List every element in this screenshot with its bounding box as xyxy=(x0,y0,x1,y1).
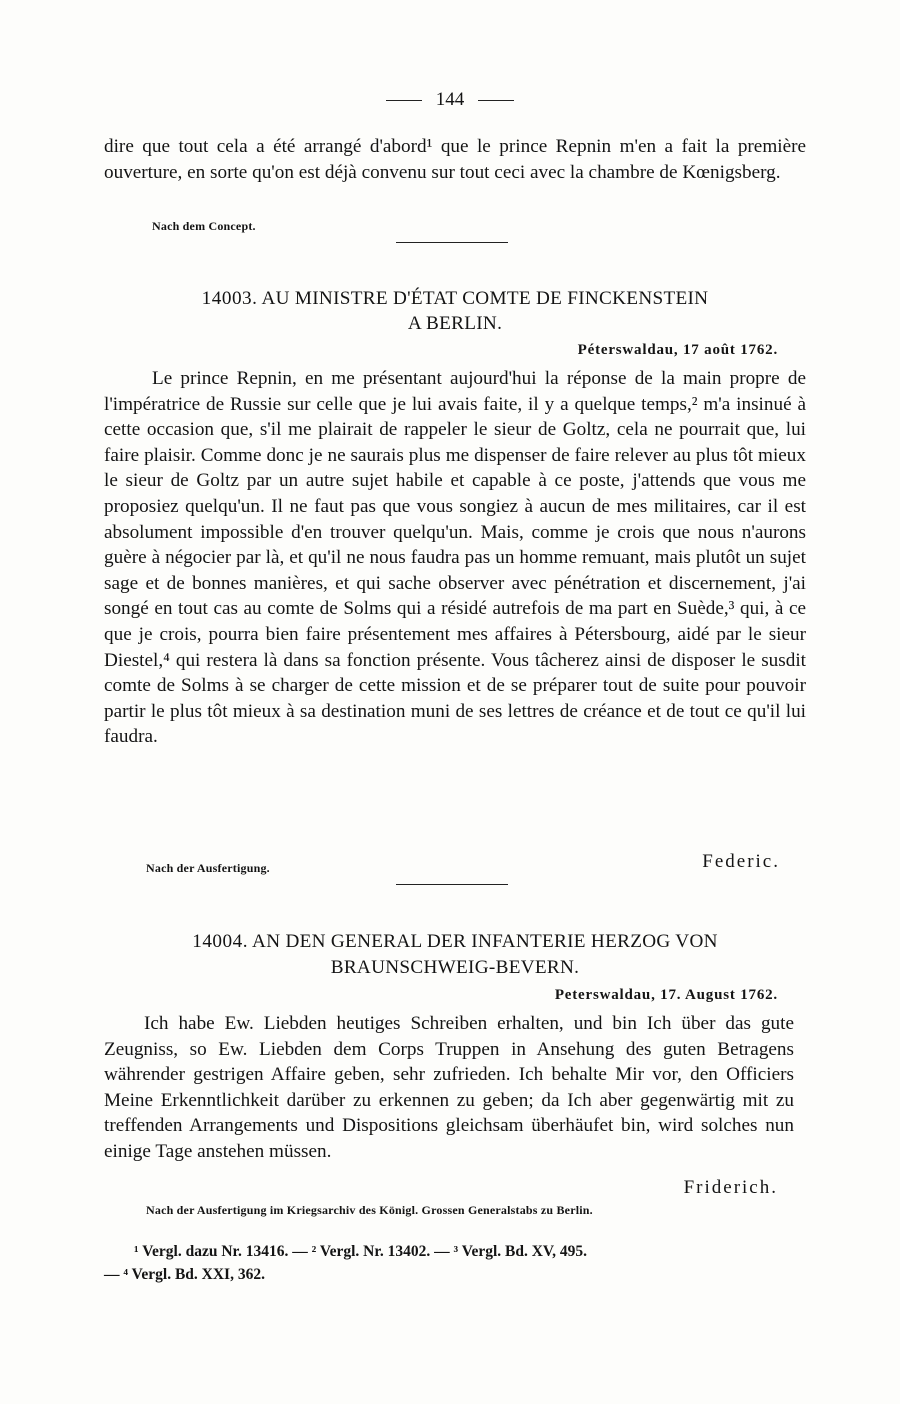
letter-addressee-line2: A BERLIN. xyxy=(407,313,503,334)
header-dash-left xyxy=(386,100,422,101)
letter-dateline: Péterswaldau, 17 août 1762. xyxy=(577,342,778,358)
separator-rule xyxy=(396,242,508,243)
header-dash-right xyxy=(478,100,514,101)
letter-number: 14003. xyxy=(201,288,258,309)
page-header xyxy=(0,88,900,112)
letter-addressee: AN DEN GENERAL DER INFANTERIE HERZOG VON xyxy=(252,931,718,952)
letter-heading xyxy=(104,286,806,311)
letter-signature: Federic. xyxy=(702,851,780,872)
continuation-source: Nach dem Concept. xyxy=(152,219,256,233)
letter-heading xyxy=(104,929,806,954)
letter-dateline: Peterswaldau, 17. August 1762. xyxy=(554,987,778,1003)
letter-source: Nach der Ausfertigung. xyxy=(146,861,270,875)
letter-source: Nach der Ausfertigung im Kriegsarchiv des Königl. Grossen Generalstabs zu Berlin. xyxy=(146,1203,593,1217)
footnote-line: — ⁴ Vergl. Bd. XXI, 362. xyxy=(104,1266,265,1283)
letter-signature: Friderich. xyxy=(683,1177,778,1198)
footnote-line: ¹ Vergl. dazu Nr. 13416. — ² Vergl. Nr. 13402. — ³ Vergl. Bd. XV, 495. xyxy=(134,1243,588,1260)
letter-number: 14004. xyxy=(192,931,248,952)
letter-addressee: AU MINISTRE D'ÉTAT COMTE DE FINCKENSTEIN xyxy=(261,288,709,309)
letter-body: Ich habe Ew. Liebden heutiges Schreiben erhalten, und bin Ich über das gute Zeugniss, so Ew. Liebden dem Corps Truppen in Ansehung des guten Betragens währender gestrigen Affaire geben, sehr zufrieden. Ich behalte Mir vor, den Officiers Meine Erkenntlichkeit darüber zu erkennen zu geben; da Ich aber gegenwärtig mit zu treffenden Arrangements und Dispositions gleichsam überhäufet bin, wird solches nun einige Tage anstehen müssen. xyxy=(104,1013,794,1162)
page-number: 144 xyxy=(435,89,465,110)
letter-body: Le prince Repnin, en me présentant aujourd'hui la réponse de la main propre de l'impératrice de Russie sur celle que je lui avais faite, il y a quelque temps,² m'a insinué à cette occasion que, s'il me plairait de rappeler le sieur de Goltz, cela ne pourrait que, lui faire plaisir. Comme donc je ne saurais plus me dispenser de faire relever au plus tôt mieux le sieur de Goltz par un autre sujet habile et capable à ce poste, j'attends que vous me proposiez quelqu'un. Il ne faut pas que vous songiez à aucun de mes militaires, car il est absolument impossible d'en trouver quelqu'un. Mais, comme je crois que nous n'aurons guère à négocier par là, et qu'il ne nous faudra pas un homme remuant, mais plutôt un sujet sage et de bonnes manières, et qui sache observer avec pénétration et discernement, j'ai songé en tout cas au comte de Solms qui a résidé autrefois de ma part en Suède,³ qui, à ce que je crois, pourra bien faire présentement mes affaires à Pétersbourg, aidé par le sieur Diestel,⁴ qui restera là dans sa fonction présente. Vous tâcherez ainsi de disposer le susdit comte de Solms à se charger de cette mission et de se préparer tout de suite pour pouvoir partir le plus tôt mieux à sa destination muni de ses lettres de créance et de tout ce qu'il lui faudra. xyxy=(104,368,806,748)
separator-rule xyxy=(396,884,508,885)
continuation-paragraph: dire que tout cela a été arrangé d'abord¹ que le prince Repnin m'en a fait la première ouverture, en sorte qu'on est déjà convenu sur tout ceci avec la chambre de Kœnigsberg. xyxy=(104,136,806,183)
letter-addressee-line2: BRAUNSCHWEIG-BEVERN. xyxy=(330,957,580,978)
